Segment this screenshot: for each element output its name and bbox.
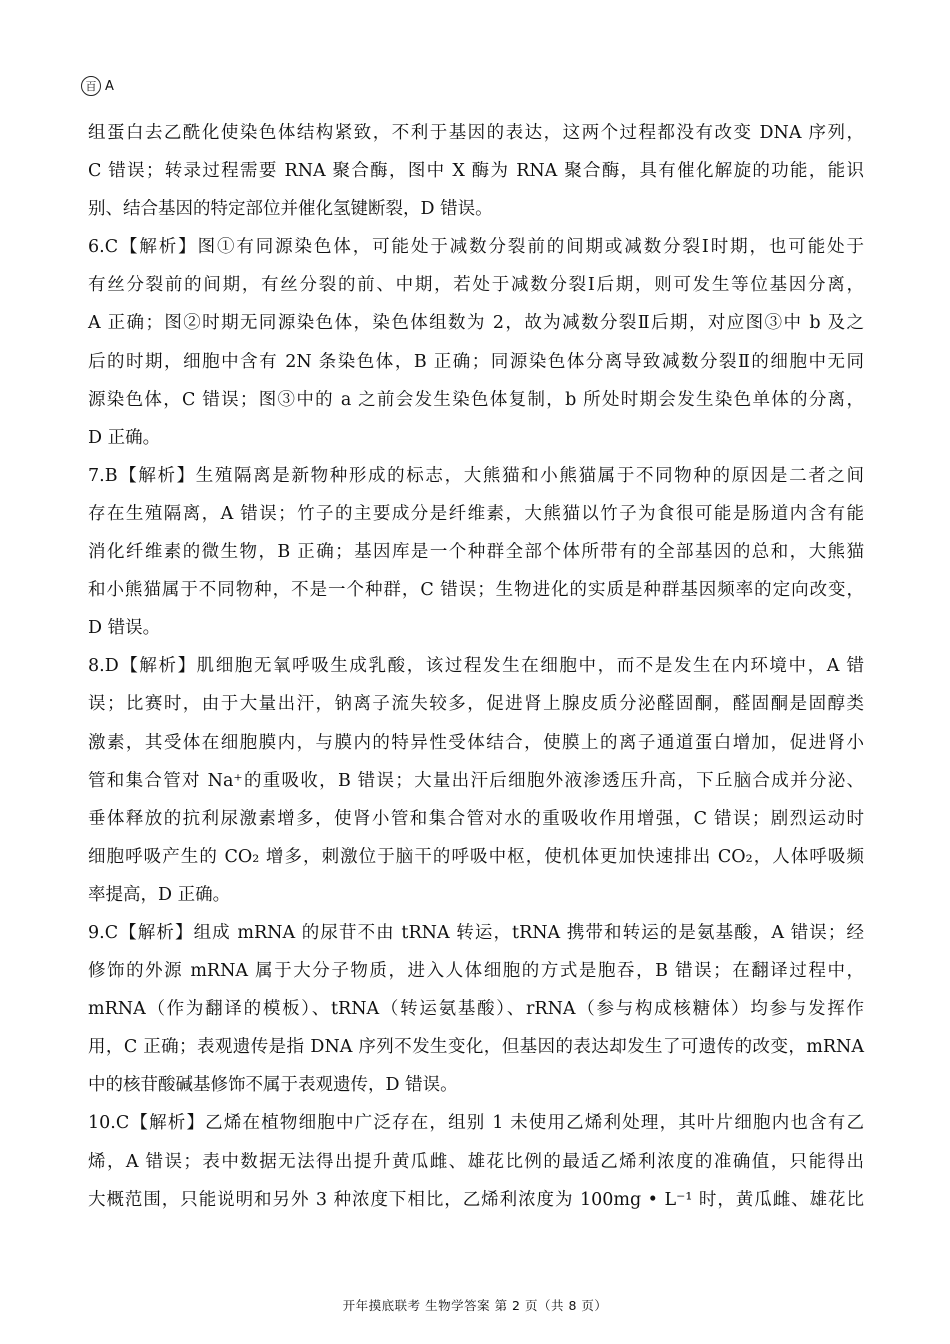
text-line: A 正确；图②时期无同源染色体，染色体组数为 2，故为减数分裂Ⅱ后期，对应图③中 b 及之: [88, 313, 864, 334]
text-line: 源染色体，C 错误；图③中的 a 之前会发生染色体复制，b 所处时期会发生染色单体的分离，: [88, 389, 864, 410]
logo-letter: A: [105, 78, 114, 94]
text-line: 用，C 正确；表观遗传是指 DNA 序列不发生变化，但基因的表达却发生了可遗传的改变，mRNA: [88, 1037, 864, 1058]
text-line: 修饰的外源 mRNA 属于大分子物质，进入人体细胞的方式是胞吞，B 错误；在翻译过程中，: [88, 961, 864, 982]
text-line: 和小熊猫属于不同物种，不是一个种群，C 错误；生物进化的实质是种群基因频率的定向改变，: [88, 580, 864, 601]
text-line: 消化纤维素的微生物，B 正确；基因库是一个种群全部个体所带有的全部基因的总和，大熊猫: [88, 542, 864, 563]
text-line: 8.D【解析】肌细胞无氧呼吸生成乳酸，该过程发生在细胞中，而不是发生在内环境中，A 错: [88, 656, 864, 677]
text-line: 大概范围，只能说明和另外 3 种浓度下相比，乙烯利浓度为 100mg • L⁻¹ 时，黄瓜雌、雄花比: [88, 1189, 864, 1210]
text-line: D 正确。: [88, 427, 161, 448]
text-line: 率提高，D 正确。: [88, 884, 231, 905]
text-line: 有丝分裂前的间期，有丝分裂的前、中期，若处于减数分裂Ⅰ后期，则可发生等位基因分离，: [88, 275, 864, 296]
text-line: 9.C【解析】组成 mRNA 的尿苷不由 tRNA 转运，tRNA 携带和转运的是氨基酸，A 错误；经: [88, 922, 864, 943]
text-line: 组蛋白去乙酰化使染色体结构紧致，不利于基因的表达，这两个过程都没有改变 DNA 序列，: [88, 123, 864, 143]
text-line: 7.B【解析】生殖隔离是新物种形成的标志，大熊猫和小熊猫属于不同物种的原因是二者之间: [88, 465, 864, 486]
text-line: 管和集合管对 Na⁺的重吸收，B 错误；大量出汗后细胞外液渗透压升高，下丘脑合成并分泌、: [88, 770, 864, 791]
text-line: 存在生殖隔离，A 错误；竹子的主要成分是纤维素，大熊猫以竹子为食很可能是肠道内含有能: [88, 503, 864, 524]
logo-circle-icon: 百: [81, 76, 101, 96]
text-line: 细胞呼吸产生的 CO₂ 增多，刺激位于脑干的呼吸中枢，使机体更加快速排出 CO₂，人体呼吸频: [88, 846, 864, 867]
text-line: D 错误。: [88, 618, 161, 639]
text-line: 中的核苷酸碱基修饰不属于表观遗传，D 错误。: [88, 1075, 458, 1096]
text-line: C 错误；转录过程需要 RNA 聚合酶，图中 X 酶为 RNA 聚合酶，具有催化解旋的功能，能识: [88, 161, 864, 182]
answer-text-body: [88, 114, 864, 1219]
text-line: 6.C【解析】图①有同源染色体，可能处于减数分裂前的间期或减数分裂Ⅰ时期，也可能处于: [88, 237, 864, 258]
page-footer: 开年摸底联考 生物学答案 第 2 页（共 8 页）: [342, 1298, 608, 1313]
text-line: 误；比赛时，由于大量出汗，钠离子流失较多，促进肾上腺皮质分泌醛固酮，醛固酮是固醇类: [88, 694, 864, 715]
text-line: 激素，其受体在细胞膜内，与膜内的特异性受体结合，使膜上的离子通道蛋白增加，促进肾小: [88, 732, 864, 753]
publisher-logo: [81, 76, 114, 96]
text-line: 10.C【解析】乙烯在植物细胞中广泛存在，组别 1 未使用乙烯利处理，其叶片细胞内也含有乙: [88, 1113, 864, 1134]
text-line: 后的时期，细胞中含有 2N 条染色体，B 正确；同源染色体分离导致减数分裂Ⅱ的细胞中无同: [88, 351, 864, 372]
text-line: 烯，A 错误；表中数据无法得出提升黄瓜雌、雄花比例的最适乙烯利浓度的准确值，只能得出: [88, 1151, 864, 1172]
text-line: 垂体释放的抗利尿激素增多，使肾小管和集合管对水的重吸收作用增强，C 错误；剧烈运动时: [88, 808, 864, 829]
text-line: mRNA（作为翻译的模板）、tRNA（转运氨基酸）、rRNA（参与构成核糖体）均参与发挥作: [88, 999, 864, 1020]
text-line: 别、结合基因的特定部位并催化氢键断裂，D 错误。: [88, 199, 493, 220]
